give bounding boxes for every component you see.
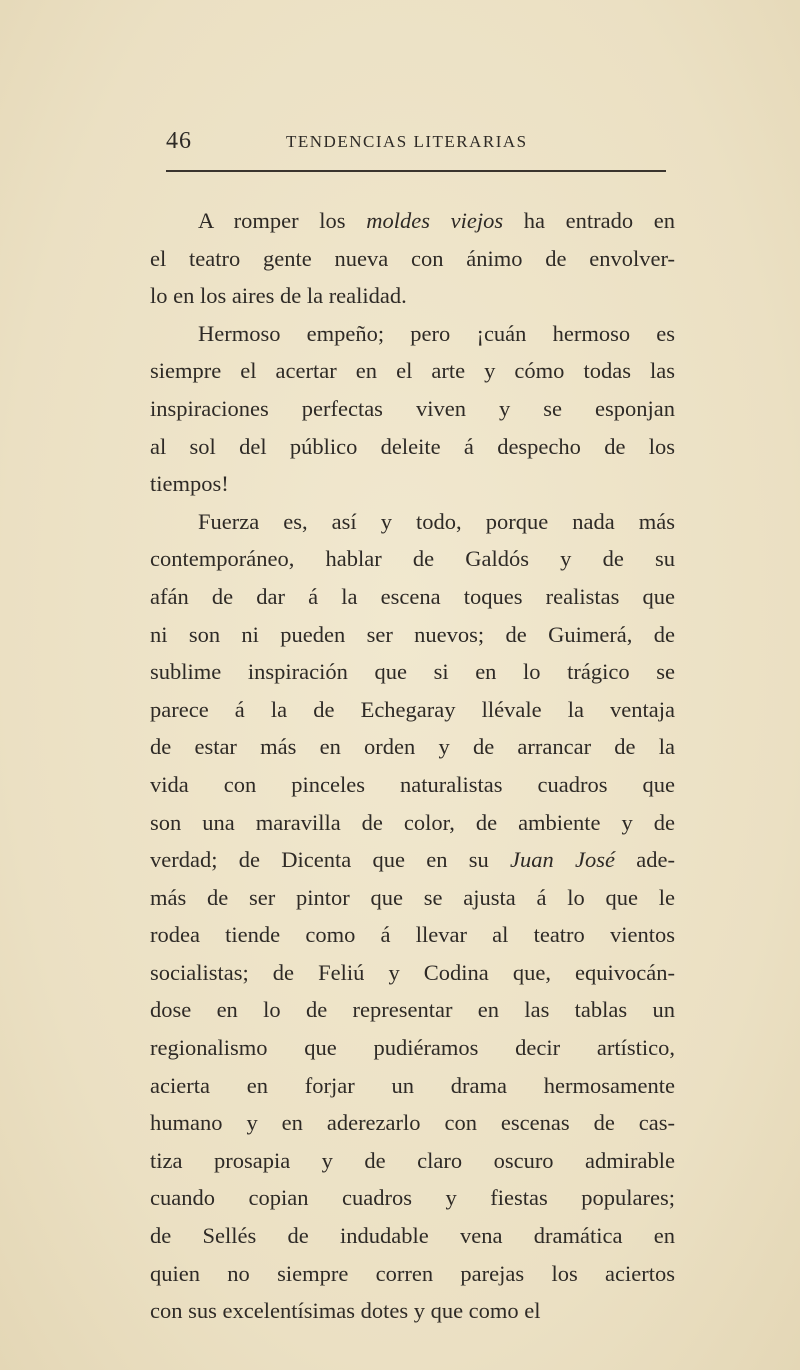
text-line bbox=[150, 1292, 675, 1330]
text-segment: lo en los aires de la realidad. bbox=[150, 283, 407, 309]
text-segment: cuando copian cuadros y fiestas populares; bbox=[150, 1185, 675, 1211]
text-line bbox=[150, 428, 675, 466]
text-segment: quien no siempre corren parejas los aciertos bbox=[150, 1260, 675, 1286]
text-line bbox=[150, 578, 675, 616]
text-line bbox=[150, 728, 675, 766]
text-segment: ha entrado en bbox=[503, 208, 675, 233]
italic-text: Juan José bbox=[510, 847, 616, 873]
text-segment: ni son ni pueden ser nuevos; de Guimerá, de bbox=[150, 621, 675, 647]
text-segment: humano y en aderezarlo con escenas de cas- bbox=[150, 1110, 675, 1136]
header-rule bbox=[166, 170, 666, 172]
text-line bbox=[150, 503, 675, 541]
text-line bbox=[150, 540, 675, 578]
text-segment: con sus excelentísimas dotes y que como el bbox=[150, 1298, 541, 1324]
text-segment: son una maravilla de color, de ambiente y de bbox=[150, 809, 675, 835]
text-segment: Hermoso empeño; pero ¡cuán hermoso es bbox=[198, 320, 675, 346]
text-segment: sublime inspiración que si en lo trágico se bbox=[150, 659, 675, 685]
text-segment: ade- bbox=[615, 847, 676, 873]
text-line bbox=[150, 1029, 675, 1067]
text-line bbox=[150, 315, 675, 353]
text-segment: al sol del público deleite á despecho de los bbox=[150, 433, 675, 459]
text-segment: de estar más en orden y de arrancar de la bbox=[150, 734, 675, 760]
text-line bbox=[150, 1104, 675, 1142]
text-line bbox=[150, 954, 675, 992]
text-line bbox=[150, 352, 675, 390]
text-segment: acierta en forjar un drama hermosamente bbox=[150, 1072, 675, 1098]
page-number: 46 bbox=[166, 128, 192, 154]
text-line bbox=[150, 390, 675, 428]
text-line bbox=[150, 879, 675, 917]
running-title: TENDENCIAS LITERARIAS bbox=[286, 132, 528, 151]
text-line bbox=[150, 465, 675, 503]
text-line bbox=[150, 616, 675, 654]
text-line bbox=[150, 1179, 675, 1217]
text-segment: regionalismo que pudiéramos decir artístico, bbox=[150, 1035, 675, 1061]
text-line bbox=[150, 841, 675, 879]
text-segment: A romper los bbox=[198, 208, 367, 233]
text-line bbox=[150, 766, 675, 804]
text-line bbox=[150, 202, 675, 240]
body-text bbox=[150, 202, 675, 1330]
text-segment: afán de dar á la escena toques realistas que bbox=[150, 583, 675, 609]
text-line bbox=[150, 1142, 675, 1180]
text-segment: contemporáneo, hablar de Galdós y de su bbox=[150, 546, 675, 572]
text-segment: de Sellés de indudable vena dramática en bbox=[150, 1223, 675, 1249]
text-line bbox=[150, 1067, 675, 1105]
text-segment: el teatro gente nueva con ánimo de envolver- bbox=[150, 245, 675, 271]
text-segment: rodea tiende como á llevar al teatro vientos bbox=[150, 922, 675, 948]
text-line bbox=[150, 991, 675, 1029]
text-line bbox=[150, 1217, 675, 1255]
text-segment: dose en lo de representar en las tablas un bbox=[150, 997, 675, 1023]
text-segment: tiza prosapia y de claro oscuro admirable bbox=[150, 1147, 675, 1173]
text-segment: inspiraciones perfectas viven y se esponjan bbox=[150, 395, 675, 421]
text-segment: tiempos! bbox=[150, 471, 229, 497]
italic-text: moldes viejos bbox=[366, 208, 504, 233]
text-segment: más de ser pintor que se ajusta á lo que le bbox=[150, 884, 675, 910]
text-line bbox=[150, 277, 675, 315]
text-line bbox=[150, 653, 675, 691]
text-segment: parece á la de Echegaray llévale la ventaja bbox=[150, 696, 675, 722]
text-segment: siempre el acertar en el arte y cómo todas las bbox=[150, 358, 675, 384]
text-line bbox=[150, 804, 675, 842]
text-line bbox=[150, 916, 675, 954]
text-line bbox=[150, 691, 675, 729]
text-segment: vida con pinceles naturalistas cuadros que bbox=[150, 771, 675, 797]
page-header bbox=[166, 128, 666, 168]
text-line bbox=[150, 1255, 675, 1293]
text-segment: Fuerza es, así y todo, porque nada más bbox=[198, 508, 675, 534]
text-segment: socialistas; de Feliú y Codina que, equivocán- bbox=[150, 959, 675, 985]
text-line bbox=[150, 240, 675, 278]
text-segment: verdad; de Dicenta que en su bbox=[150, 847, 511, 873]
